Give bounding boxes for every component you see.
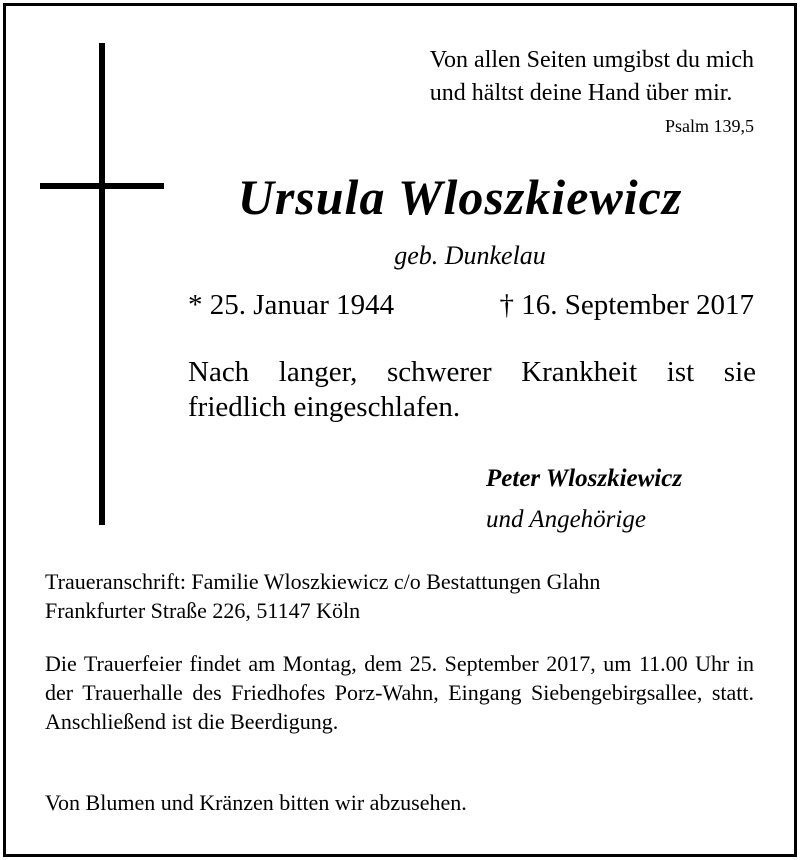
psalm-quote-line-2: und hältst deine Hand über mir. <box>429 80 733 106</box>
death-date: † 16. September 2017 <box>499 289 754 321</box>
mourning-address <box>45 567 760 625</box>
passing-message <box>188 355 756 425</box>
mourning-address-line-2: Frankfurter Straße 226, 51147 Köln <box>45 598 361 623</box>
birth-date: * 25. Januar 1944 <box>188 289 395 321</box>
life-dates <box>188 287 754 323</box>
flowers-note: Von Blumen und Kränzen bitten wir abzusehen. <box>45 790 467 815</box>
psalm-quote-line-1: Von allen Seiten umgibst du mich <box>429 47 754 73</box>
cross-horizontal-bar <box>40 183 164 189</box>
psalm-reference: Psalm 139,5 <box>664 116 754 136</box>
mourning-address-line-1: Traueranschrift: Familie Wloszkiewicz c/o Bestattungen Glahn <box>45 569 601 594</box>
psalm-quote <box>430 44 754 110</box>
mourner-name: Peter Wloszkiewicz <box>486 465 683 492</box>
cross-vertical-bar <box>99 43 105 525</box>
mourner-relatives: und Angehörige <box>486 506 646 533</box>
passing-message-line-1: Nach langer, schwerer Krankheit ist sie <box>188 356 756 388</box>
deceased-name: Ursula Wloszkiewicz <box>237 169 683 225</box>
funeral-ceremony-text: Die Trauerfeier findet am Montag, dem 25. September 2017, um 11.00 Uhr in der Trauerhalle des Friedhofes Porz-Wahn, Eingang Siebengebirgsallee, statt. Anschließend ist die Beerdigung. <box>45 651 754 734</box>
passing-message-line-2: friedlich eingeschlafen. <box>188 391 461 423</box>
birth-name: geb. Dunkelau <box>394 241 546 270</box>
